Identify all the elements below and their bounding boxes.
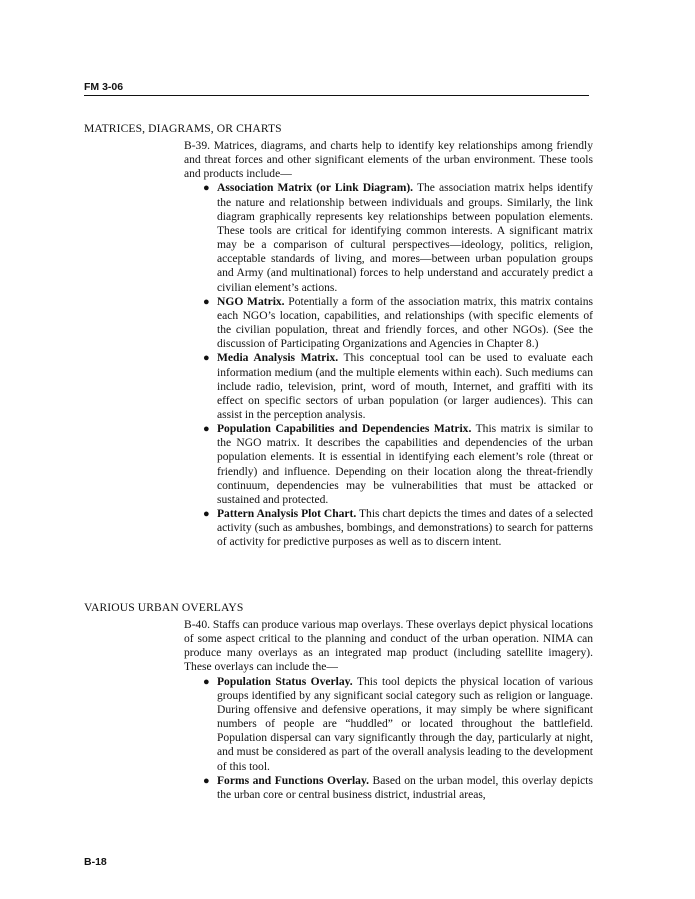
bullet-icon: ● — [203, 423, 210, 436]
paragraph-b39: B-39. Matrices, diagrams, and charts help to identify key relationships among friendly and threat forces and other significant elements of the urban environment. These tools and products include— — [184, 140, 593, 181]
bullet-icon: ● — [203, 774, 210, 787]
paragraph-b40: B-40. Staffs can produce various map overlays. These overlays depict physical locations of some aspect critical to the planning and conduct of the urban operation. NIMA can produce many overlays as an integrated map product (including satellite imagery). These overlays can include the— — [184, 619, 593, 674]
page-number: B-18 — [84, 856, 107, 868]
bullet-icon: ● — [203, 508, 210, 521]
bullet-icon: ● — [203, 352, 210, 365]
section-heading-matrices: MATRICES, DIAGRAMS, OR CHARTS — [84, 122, 282, 135]
bullet-item: ● Population Status Overlay. This tool depicts the physical location of various groups identified by any significant social category such as religion or language. During offensive and defensive operations, it may simply be where significant numbers of people are “huddled” or located throughout the battlefield. Population dispersal can vary significantly through the day, particularly at night, and must be considered as part of the overall analysis leading to the development of this tool. — [203, 675, 593, 773]
bullet-list-overlays — [184, 675, 593, 802]
section-body-overlays — [184, 618, 593, 802]
bullet-list-matrices — [184, 181, 593, 549]
bullet-icon: ● — [203, 675, 210, 688]
section-heading-overlays: VARIOUS URBAN OVERLAYS — [84, 601, 244, 614]
bullet-icon: ● — [203, 182, 210, 195]
bullet-icon: ● — [203, 295, 210, 308]
bullet-item: ● Media Analysis Matrix. This conceptual tool can be used to evaluate each information medium (and the multiple elements within each). Such mediums can include radio, television, print, word of mouth, Internet, and graffiti with its effect on specific sectors of urban population (or larger audiences). This can assist in the perception analysis. — [203, 352, 593, 421]
bullet-item: ● NGO Matrix. Potentially a form of the association matrix, this matrix contains each NGO’s location, capabilities, and relationships (with specific elements of the civilian population, threat and friendly forces, and other NGOs). (See the discussion of Participating Organizations and Agencies in Chapter 8.) — [203, 295, 593, 351]
section-body-matrices — [184, 139, 593, 550]
bullet-item: ● Forms and Functions Overlay. Based on the urban model, this overlay depicts the urban core or central business district, industrial areas, — [203, 774, 593, 801]
bullet-item: ● Association Matrix (or Link Diagram). The association matrix helps identify the nature and relationship between individuals and groups. Similarly, the link diagram graphically represents key relationships between population elements. These tools are critical for identifying common interests. A significant matrix may be a comparison of cultural perspectives—ideology, politics, religion, acceptable standards of living, and mores—between urban population groups and Army (and multinational) forces to help understand and accurately predict a civilian element’s actions. — [203, 182, 593, 294]
header-manual-code: FM 3-06 — [84, 81, 127, 93]
page-header — [84, 81, 589, 96]
bullet-item: ● Population Capabilities and Dependencies Matrix. This matrix is similar to the NGO matrix. It describes the capabilities and dependencies of the urban population elements. It is essential in identifying each element’s role (threat or friendly) and influence. Depending on their location along the threat-friendly continuum, dependencies may be vulnerabilities that must be attacked or sustained and protected. — [203, 423, 593, 506]
bullet-item: ● Pattern Analysis Plot Chart. This chart depicts the times and dates of a selected activity (such as ambushes, bombings, and demonstrations) to search for patterns of activity for predictive purposes as well as to discern intent. — [203, 508, 593, 549]
